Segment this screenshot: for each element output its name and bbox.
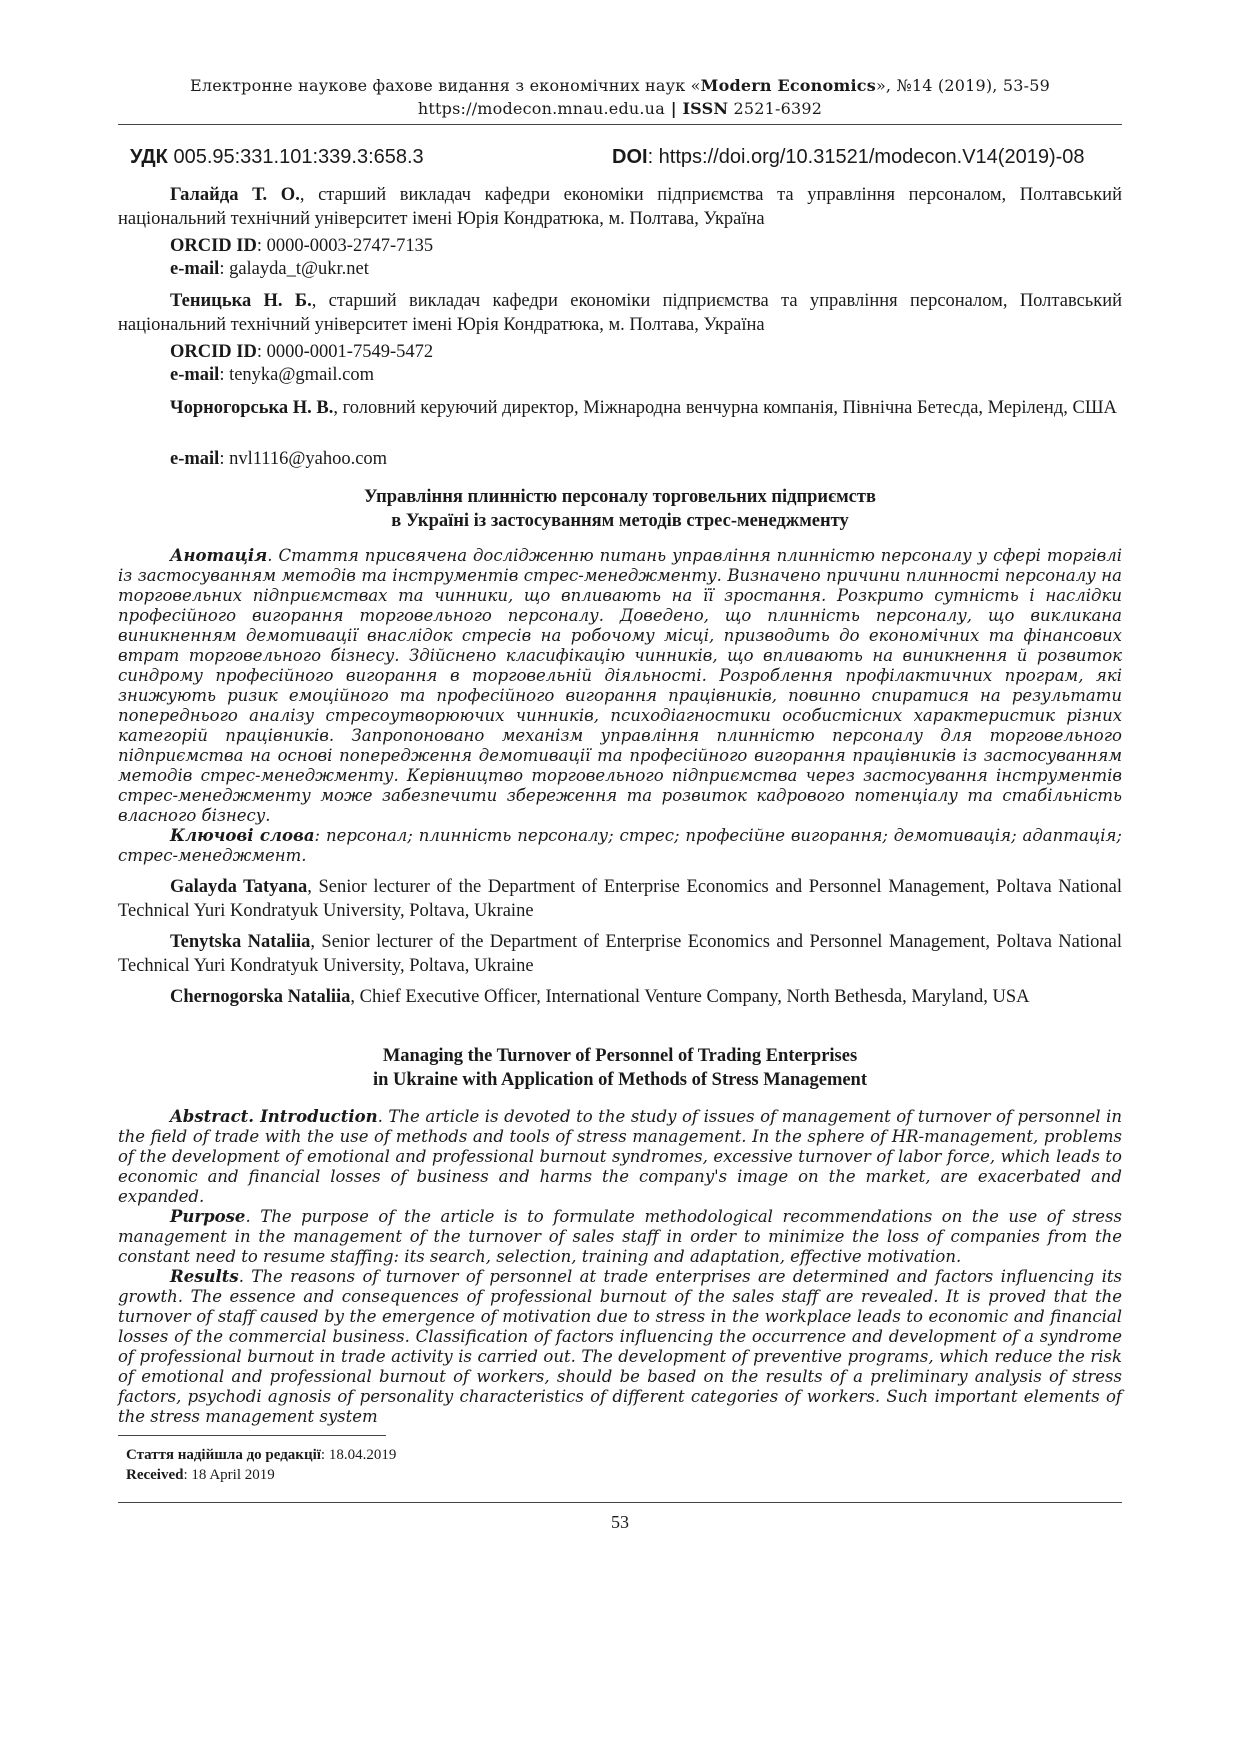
footnote-divider bbox=[118, 1435, 386, 1436]
journal-name: Modern Economics bbox=[700, 76, 876, 95]
doi: DOI: https://doi.org/10.31521/modecon.V14(2019)-08 bbox=[612, 146, 1085, 168]
author-ua-1-orcid: ORCID ID: 0000-0003-2747-7135 bbox=[170, 236, 434, 256]
footnote-received-en: Received: 18 April 2019 bbox=[126, 1467, 275, 1483]
author-en-3: Chernogorska Nataliia, Chief Executive Officer, International Venture Company, North Bethesda, Maryland, USA bbox=[170, 987, 1030, 1007]
abstract-en bbox=[118, 1107, 1122, 1427]
page-number: 53 bbox=[611, 1512, 629, 1532]
author-ua-2: Теницька Н. Б., старший викладач кафедри економіки підприємства та управління персоналом, Полтавський національний технічний університет імені Юрія Кондратюка, м. Полтава, Україна bbox=[118, 291, 1123, 335]
journal-header bbox=[118, 74, 1122, 120]
issn-value: 2521-6392 bbox=[728, 99, 823, 118]
abstract-ua-body: Анотація. Стаття присвячена дослідженню питань управління плинністю персоналу у сфері торгівлі із застосуванням методів та інструментів стрес-менеджменту. Визначено причини плинності персоналу на торговельних підприємствах та чинники, що впливають на її зростання. Розкрито сутність і наслідки професійного вигорання торговельного персоналу. Доведено, що плинність персоналу, що викликана виникненням демотивації внаслідок стресів на робочому місці, призводить до економічних та фінансових втрат торговельного бізнесу. Здійснено класифікацію чинників, що впливають на виникнення й розвиток синдрому професійного вигорання в торговельній діяльності. Розроблення профілактичних програм, які знижують ризик емоційного та професійного вигорання працівників, повинно спиратися на результати попереднього аналізу стресоутворюючих чинників, психодіагностики особистісних характеристик різних категорій працівників. Запропоновано механізм управління плинністю персоналу для торговельного підприємства на основі попередження демотивації та професійного вигорання працівників із застосуванням методів стрес-менеджменту. Керівництво торговельного підприємства через застосування інструментів стрес-менеджменту може забезпечити збереження та розвиток кадрового потенціалу та стабільність власного бізнесу. bbox=[118, 546, 1122, 825]
journal-url[interactable]: https://modecon.mnau.edu.ua bbox=[417, 99, 665, 118]
abstract-en-results: Results. The reasons of turnover of personnel at trade enterprises are determined and factors influencing its growth. The essence and consequences of professional burnout of the sales staff are revealed. It is proved that the turnover of staff caused by the emergence of motivation due to stress in the workplace leads to economic and financial losses of the commercial business. Classification of factors influencing the occurrence and development of a syndrome of professional burnout in trade activity is carried out. The development of preventive programs, which reduce the risk of emotional and professional burnout of workers, should be based on the results of a preliminary analysis of stress factors, psychodi agnosis of personality characteristics of different categories of workers. Such important elements of the stress management system bbox=[118, 1267, 1122, 1426]
abstract-ua bbox=[118, 546, 1122, 866]
author-ua-2-orcid: ORCID ID: 0000-0001-7549-5472 bbox=[170, 342, 434, 362]
title-en: Managing the Turnover of Personnel of Trading Enterprises in Ukraine with Application of Methods of Stress Management bbox=[372, 1046, 868, 1090]
author-ua-1: Галайда Т. О., старший викладач кафедри економіки підприємства та управління персоналом, Полтавський національний технічний університет імені Юрія Кондратюка, м. Полтава, Україна bbox=[118, 185, 1122, 229]
author-ua-1-email: e-mail: galayda_t@ukr.net bbox=[170, 259, 369, 279]
author-en-2: Tenytska Nataliia, Senior lecturer of the Department of Enterprise Economics and Personnel Management, Poltava National Technical Yuri Kondratyuk University, Poltava, Ukraine bbox=[118, 932, 1123, 976]
issn-label: ISSN bbox=[682, 99, 729, 118]
author-ua-3-email: e-mail: nvl1116@yahoo.com bbox=[170, 449, 388, 469]
header-divider bbox=[118, 124, 1122, 125]
footnote-received-ua: Стаття надійшла до редакції: 18.04.2019 bbox=[126, 1447, 397, 1463]
journal-header-line2: https://modecon.mnau.edu.ua | ISSN 2521-6392 bbox=[417, 99, 823, 118]
author-ua-2-email: e-mail: tenyka@gmail.com bbox=[170, 365, 375, 385]
abstract-en-intro: Abstract. Introduction. The article is devoted to the study of issues of management of turnover of personnel in the field of trade with the use of methods and tools of stress management. In the sphere of HR-management, problems of the development of emotional and professional burnout syndromes, excessive turnover of labor force, which leads to economic and financial losses of business and harms the company's image on the market, are exacerbated and expanded. bbox=[118, 1107, 1122, 1206]
author-ua-3: Чорногорська Н. В., головний керуючий директор, Міжнародна венчурна компанія, Північна Бетесда, Меріленд, США bbox=[170, 398, 1117, 418]
udk: УДК 005.95:331.101:339.3:658.3 bbox=[130, 146, 424, 168]
author-en-1: Galayda Tatyana, Senior lecturer of the Department of Enterprise Economics and Personnel Management, Poltava National Technical Yuri Kondratyuk University, Poltava, Ukraine bbox=[118, 877, 1122, 921]
keywords-ua: Ключові слова: персонал; плинність персоналу; стрес; професійне вигорання; демотивація; адаптація; стрес-менеджмент. bbox=[118, 826, 1122, 865]
title-ua: Управління плинністю персоналу торговельних підприємств в Україні із застосуванням методів стрес-менеджменту bbox=[364, 487, 876, 531]
journal-header-line1: Електронне наукове фахове видання з економічних наук «Modern Economics», №14 (2019), 53-59 bbox=[190, 76, 1050, 95]
doi-link[interactable]: : https://doi.org/10.31521/modecon.V14(2019)-08 bbox=[647, 146, 1085, 168]
footer-divider bbox=[118, 1502, 1122, 1503]
abstract-en-purpose: Purpose. The purpose of the article is to formulate methodological recommendations on the use of stress management in the management of the turnover of sales staff in order to minimize the loss of companies from the constant need to resume staffing: its search, selection, training and adaptation, effective motivation. bbox=[118, 1207, 1122, 1266]
